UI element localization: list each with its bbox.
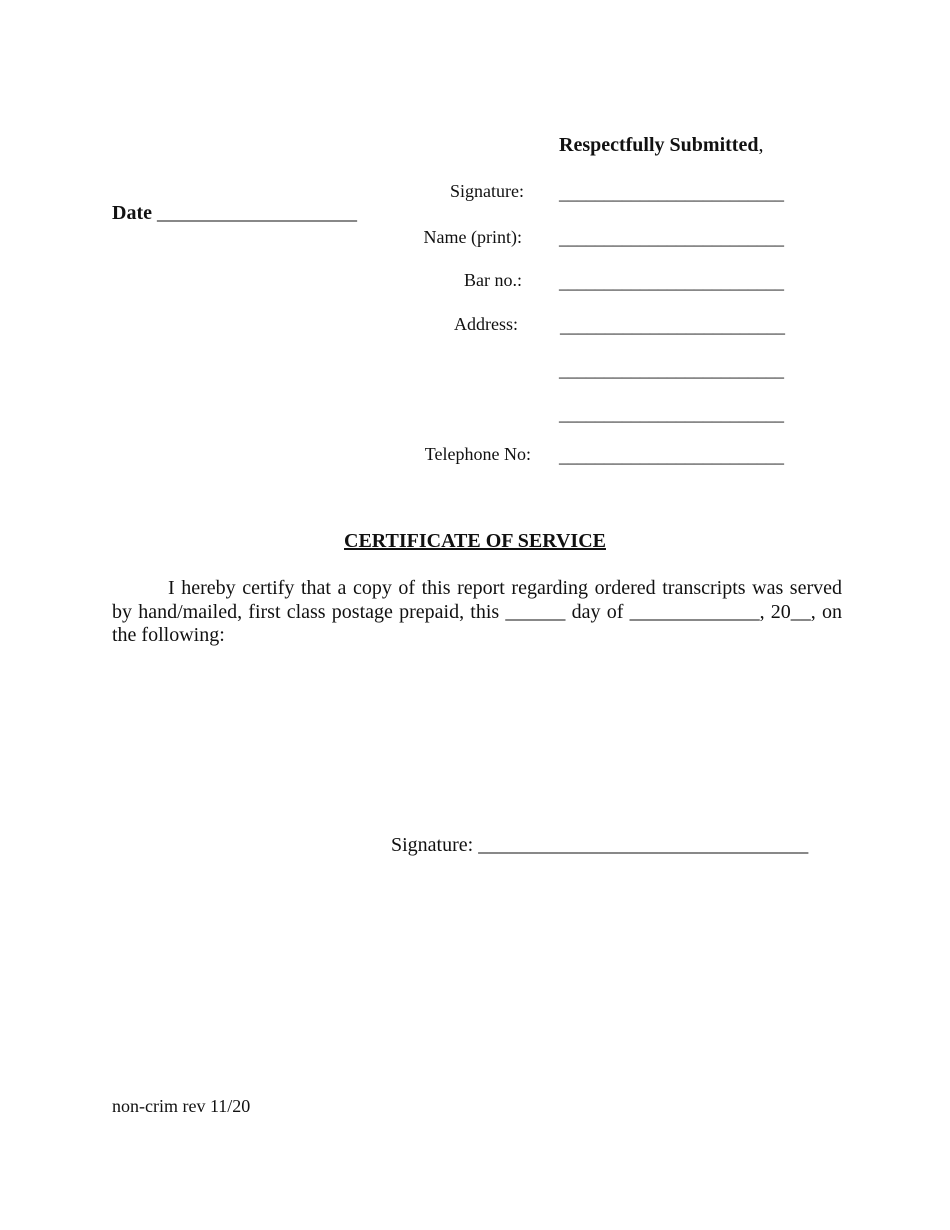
telephone-label: Telephone No: <box>424 444 531 464</box>
date-blank[interactable]: ____________________ <box>156 202 357 224</box>
respectfully-submitted-label: Respectfully Submitted <box>559 134 759 156</box>
revision-footer: non-crim rev 11/20 <box>112 1096 251 1116</box>
certificate-signature <box>391 834 808 857</box>
address-blank-1[interactable]: _________________________ <box>560 316 785 336</box>
respectfully-submitted-comma: , <box>758 134 764 156</box>
certificate-of-service-title: CERTIFICATE OF SERVICE <box>344 530 606 552</box>
certificate-body <box>112 577 842 648</box>
name-print-label: Name (print): <box>423 227 522 247</box>
certificate-body-text: I hereby certify that a copy of this report regarding ordered transcripts was served by hand/mailed, first class postage prepaid, this ______ day of _____________, 20__, on the following: <box>112 577 842 646</box>
certificate-signature-label: Signature: <box>391 834 474 856</box>
bar-no-label: Bar no.: <box>464 270 522 290</box>
date-label: Date <box>112 202 152 224</box>
address-blank-3[interactable]: _________________________ <box>559 404 784 424</box>
telephone-blank[interactable]: _________________________ <box>559 446 784 466</box>
address-label: Address: <box>454 314 518 334</box>
signature-blank[interactable]: _________________________ <box>559 183 784 203</box>
certificate-signature-blank[interactable]: _________________________________ <box>478 834 809 856</box>
name-print-blank[interactable]: _________________________ <box>559 228 784 248</box>
signature-label: Signature: <box>450 181 524 201</box>
respectfully-submitted-heading <box>559 134 763 157</box>
bar-no-blank[interactable]: _________________________ <box>559 272 784 292</box>
date-field <box>112 202 357 225</box>
address-blank-2[interactable]: _________________________ <box>559 360 784 380</box>
